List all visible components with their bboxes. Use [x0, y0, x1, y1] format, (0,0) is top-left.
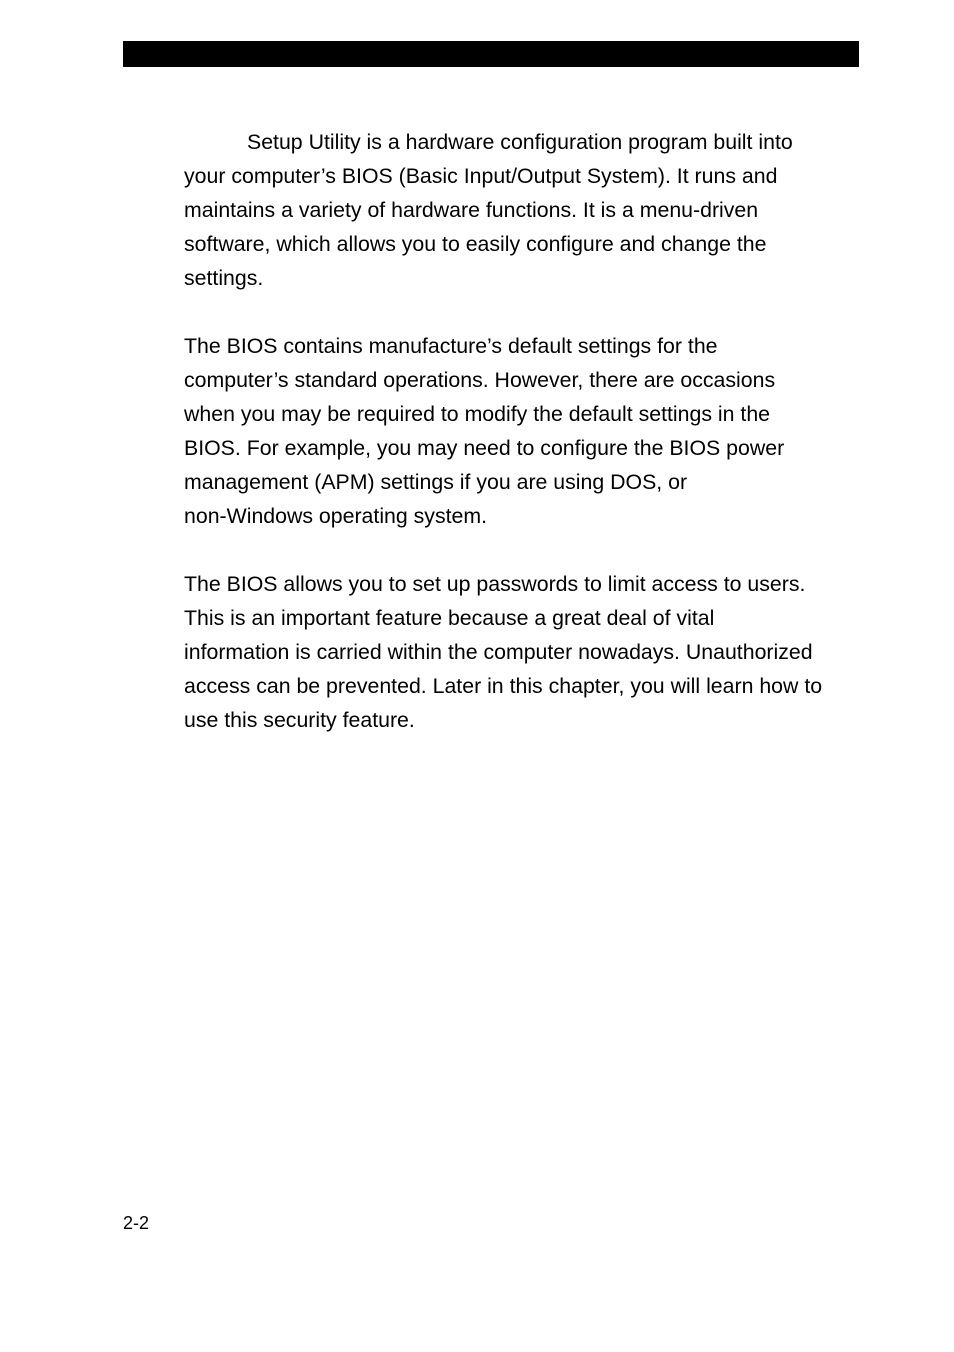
text-line: maintains a variety of hardware functions. It is a menu-driven	[184, 198, 759, 222]
text-line: management (APM) settings if you are using DOS, or	[184, 470, 688, 494]
text-line: non-Windows operating system.	[184, 504, 488, 528]
text-line: Setup Utility is a hardware configuration program built into	[247, 130, 793, 154]
page-number: 2-2	[123, 1213, 150, 1233]
text-line: access can be prevented. Later in this chapter, you will learn how to	[184, 674, 823, 698]
text-line: when you may be required to modify the default settings in the	[184, 402, 771, 426]
text-line: software, which allows you to easily configure and change the	[184, 232, 767, 256]
text-line: information is carried within the computer nowadays. Unauthorized	[184, 640, 813, 664]
text-line: The BIOS contains manufacture’s default settings for the	[184, 334, 718, 358]
text-line: This is an important feature because a great deal of vital	[184, 606, 715, 630]
text-line: BIOS. For example, you may need to configure the BIOS power	[184, 436, 785, 460]
text-line: use this security feature.	[184, 708, 415, 732]
header-bar	[123, 41, 859, 67]
text-line: settings.	[184, 266, 264, 290]
text-line: computer’s standard operations. However, there are occasions	[184, 368, 776, 392]
text-line: The BIOS allows you to set up passwords to limit access to users.	[184, 572, 806, 596]
body-text	[184, 125, 864, 737]
paragraph-passwords	[184, 567, 864, 737]
paragraph-intro	[184, 125, 864, 295]
text-line: your computer’s BIOS (Basic Input/Output System). It runs and	[184, 164, 778, 188]
paragraph-defaults	[184, 329, 864, 533]
